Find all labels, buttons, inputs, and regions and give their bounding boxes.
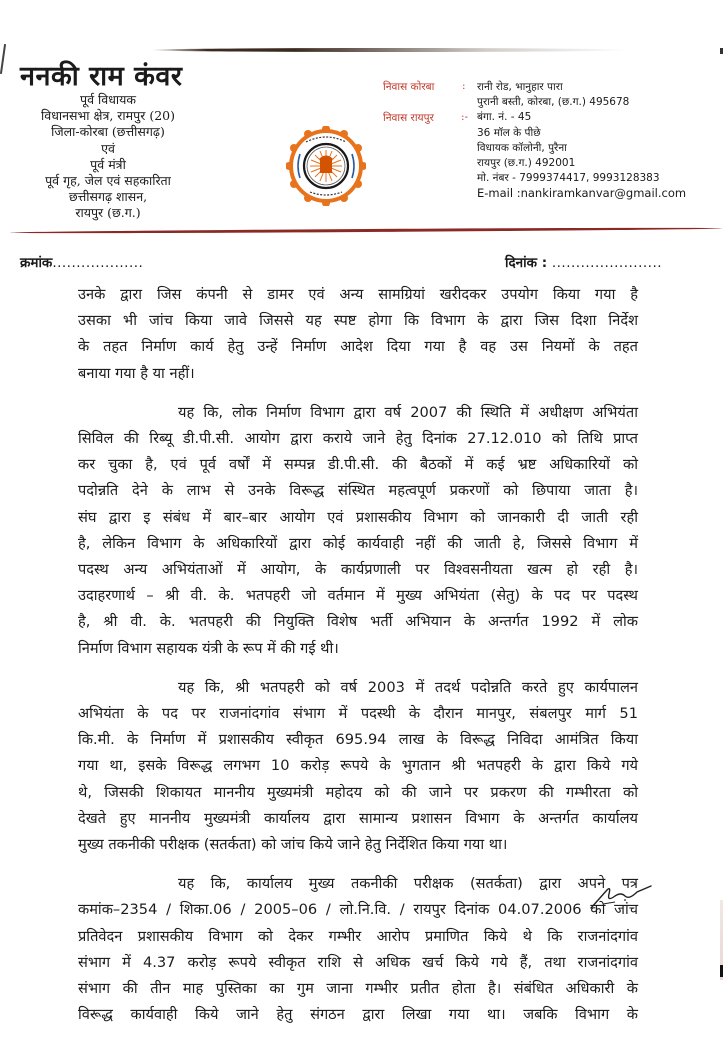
body-line: यह कि, श्री भतपहरी को वर्ष 2003 में तदर्थ पदोन्नति करते हुए कार्यपालन <box>178 678 638 696</box>
raipur-address-line: विधायक कॉलोनी, पुरैना <box>477 141 567 154</box>
designation-line: रायपुर (छ.ग.) <box>75 205 141 221</box>
body-line: संभाग की तीन माह पुस्तिका का गुम जाना गम्भीर प्रतीत होता है। संबंधित अधिकारी के <box>78 980 638 998</box>
body-paragraph <box>78 871 638 1028</box>
body-line: है, श्री वी. के. भतपहरी की नियुक्ति विशेष भर्ती अभियान के अन्तर्गत 1992 में लोक <box>78 613 638 631</box>
raipur-residence-label: निवास रायपुर <box>383 112 434 124</box>
date-label: दिनांक : <box>505 255 548 271</box>
designation-line: पूर्व मंत्री <box>90 156 126 172</box>
body-paragraph <box>78 282 638 387</box>
body-line: मुख्य तकनीकी परीक्षक (सतर्कता) को जांच किये जाने हेतु निर्देशित किया गया था। <box>78 836 508 854</box>
reference-number-label: क्रमांक <box>20 255 53 271</box>
body-line: निर्माण विभाग सहायक यंत्री के रूप में की गई थी। <box>78 639 339 657</box>
top-decorative-rule <box>150 48 630 52</box>
designation-line: विधानसभा क्षेत्र, रामपुर (20) <box>41 108 175 124</box>
body-line: उनके द्वारा जिस कंपनी से डामर एवं अन्य सामग्रियां खरीदकर उपयोग किया गया है <box>78 286 638 303</box>
body-line: उदाहरणार्थ – श्री वी. के. भतपहरी जो वर्तमान में मुख्य अभियंता (सेतु) के पद पर पदस्थ <box>78 587 638 605</box>
designation-line: एवं <box>101 140 115 156</box>
email-address: E-mail :nankiramkanvar@gmail.com <box>477 186 687 201</box>
body-line: के तहत निर्माण कार्य हेतु उन्हें निर्माण आदेश दिया गया है वह उस नियमों के तहत <box>78 338 638 356</box>
body-line: गया था, इसके विरूद्ध लगभग 10 करोड़ रूपये के भुगतान श्री भतपहरी के द्वारा किये गये <box>78 757 638 775</box>
body-line: पदस्थ अन्य अभियंताओं में आयोग, के कार्यप्रणाली पर विश्वसनीयता खत्म हो रही है। <box>78 561 638 579</box>
designation-line: जिला-कोरबा (छत्तीसगढ़) <box>51 124 165 140</box>
phone-numbers: मो. नंबर - 7999374417, 9993128383 <box>477 172 660 185</box>
body-paragraph <box>78 400 638 662</box>
body-line: यह कि, कार्यालय मुख्य तकनीकी परीक्षक (सतर्कता) द्वारा अपने पत्र <box>178 875 638 893</box>
designation-line: पूर्व गृह, जेल एवं सहकारिता <box>45 173 171 189</box>
body-line: अभियंता के पद पर राजनांदगांव संभाग में पदस्थी के दौरान मानपुर, संबलपुर मार्ग 51 <box>78 705 638 723</box>
body-line: संभाग में 4.37 करोड़ रूपये स्वीकृत राशि से अधिक खर्च किये गये हैं, तथा राजनांदगांव <box>78 953 638 971</box>
body-line: विरूद्ध कार्यवाही किये जाने हेतु संगठन द्वारा लिखा गया था। जबकि विभाग के <box>78 1006 638 1024</box>
body-line: है, लेकिन विभाग के अधिकारियों द्वारा कोई कार्यवाही नहीं की जाती हे, जिससे विभाग में <box>78 534 638 552</box>
body-line: पदोन्नति देने के लाभ से उनके विरूद्ध संस्थित महत्वपूर्ण प्रकरणों को छिपाया जाता है। <box>78 482 638 500</box>
body-paragraph <box>78 675 638 858</box>
date-value: ....................... <box>551 255 663 271</box>
body-line: कर चुका है, एवं पूर्व वर्षों में सम्पन्न डी.पी.सी. की बैठकों में कई भ्रष्ट अधिकारियों को <box>78 456 638 474</box>
korba-address-line: रानी रोड, भानुहार पारा <box>477 81 563 93</box>
address-lines <box>477 80 686 202</box>
body-line: यह कि, लोक निर्माण विभाग द्वारा वर्ष 2007 की स्थिति में अधीक्षण अभियंता <box>178 403 638 421</box>
handwritten-signature-icon <box>585 882 655 912</box>
sender-designations <box>20 92 196 222</box>
body-line: संघ द्वारा इ संबंध में बार–बार आयोग एवं प्रशासकीय विभाग को जानकारी दी जाती रही <box>78 508 638 526</box>
letterhead-divider <box>10 227 722 234</box>
body-line: कि.मी. के निर्माण में प्रशासकीय स्वीकृत 695.94 लाख के विरूद्ध निविदा आमंत्रित किया <box>78 731 638 749</box>
raipur-address-line: 36 मॉल के पीछे <box>477 126 541 139</box>
body-line: थे, जिसकी शिकायत माननीय मुख्यमंत्री महोदय को की जाने पर प्रकरण की गम्भीरता को <box>78 783 638 801</box>
korba-residence-label: निवास कोरबा <box>383 81 435 93</box>
designation-line: छत्तीसगढ़ शासन, <box>68 189 148 205</box>
body-line: सिविल की रिब्यू डी.पी.सी. आयोग द्वारा कराये जाने हेतु दिनांक 27.12.010 को तिथि प्राप्त <box>78 430 638 448</box>
designation-line: पूर्व विधायक <box>80 92 136 107</box>
body-line: उसका भी जांच किया जावे जिससे यह स्पष्ट होगा कि विभाग के द्वारा जिस दिशा निर्देश <box>78 312 638 330</box>
body-line: बनाया गया है या नहीं। <box>78 364 195 382</box>
page-edge-shadow <box>0 44 6 74</box>
korba-address-line: पुरानी बस्ती, कोरबा, (छ.ग.) 495678 <box>477 96 630 109</box>
sender-name: ननकी राम कंवर <box>20 61 183 92</box>
assembly-emblem-icon <box>286 126 366 206</box>
body-line: कमांक–2354 / शिका.06 / 2005–06 / लो.नि.वि. / रायपुर दिनांक 04.07.2006 को जांच <box>78 901 638 919</box>
body-line: प्रतिवेदन प्रशासकीय विभाग को देकर गम्भीर आरोप प्रमाणित किये थे कि राजनांदगांव <box>78 927 638 945</box>
reference-number-value: ................... <box>52 255 144 271</box>
reference-number <box>20 253 143 271</box>
letter-date <box>505 253 662 271</box>
raipur-address-line: बंगा. नं. - 45 <box>477 111 532 124</box>
raipur-address-line: रायपुर (छ.ग.) 492001 <box>477 157 576 170</box>
korba-separator: : <box>462 80 466 92</box>
raipur-separator: :- <box>461 111 469 123</box>
letter-body <box>78 282 638 1041</box>
body-line: देखते हुए माननीय मुख्यमंत्री कार्यालय द्वारा सामान्य प्रशासन विभाग के अन्तर्गत कार्यालय <box>78 809 638 827</box>
